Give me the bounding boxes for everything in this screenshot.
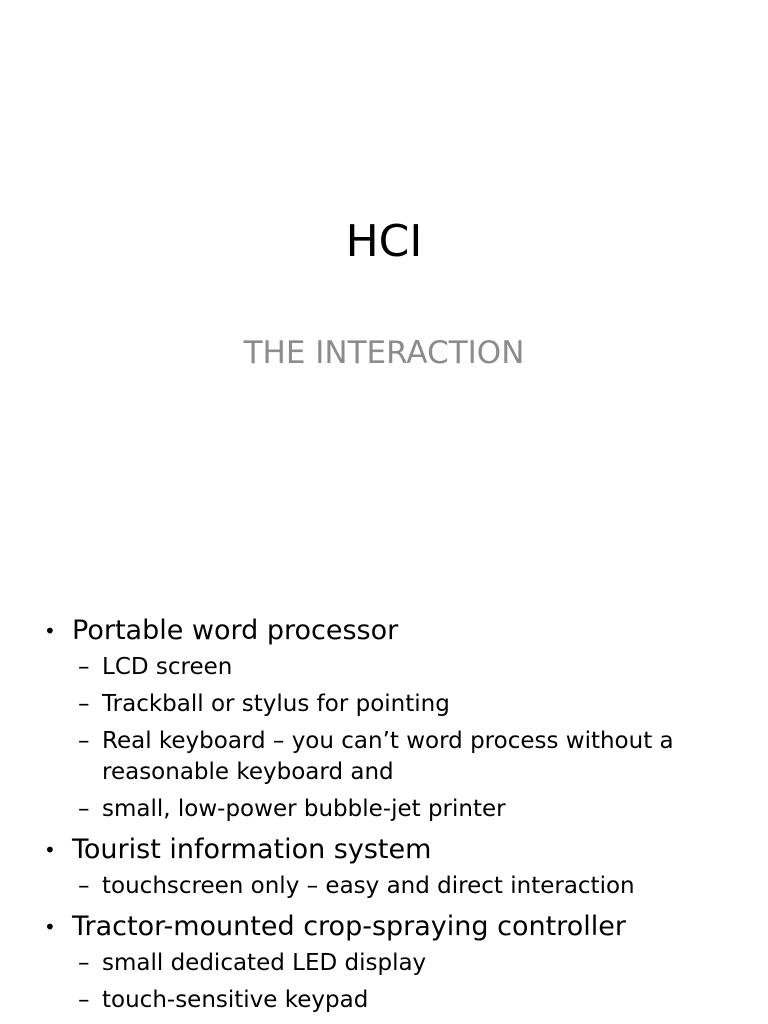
sub-bullet-text: small, low-power bubble-jet printer (102, 796, 506, 822)
dash-marker: – (78, 987, 90, 1013)
bullet-marker: • (44, 915, 56, 939)
slide-subtitle: THE INTERACTION (243, 335, 525, 371)
bullet-marker: • (44, 619, 56, 643)
sub-bullet-item (0, 794, 768, 825)
bullet-text: Portable word processor (72, 615, 399, 646)
dash-marker: – (78, 950, 90, 976)
sub-bullet-item (0, 689, 768, 720)
sub-bullet-item (0, 726, 768, 788)
slide-title: HCI (345, 216, 423, 267)
sub-bullet-text: Trackball or stylus for pointing (102, 691, 450, 717)
sub-bullet-text: LCD screen (102, 654, 233, 680)
bullet-text: Tourist information system (72, 834, 432, 865)
sub-bullet-text: touch-sensitive keypad (102, 987, 369, 1013)
sub-bullet-text: small dedicated LED display (102, 950, 427, 976)
sub-bullet-text: touchscreen only – easy and direct interaction (102, 873, 635, 899)
dash-marker: – (78, 654, 90, 680)
dash-marker: – (78, 796, 90, 822)
bullet-list (0, 612, 768, 1022)
bullet-marker: • (44, 838, 56, 862)
dash-marker: – (78, 873, 90, 899)
sub-bullet-item (0, 871, 768, 902)
bullet-item (0, 908, 768, 946)
sub-bullet-text: Real keyboard – you can’t word process without a reasonable keyboard and (102, 728, 674, 785)
sub-bullet-item (0, 985, 768, 1016)
sub-bullet-item (0, 652, 768, 683)
bullet-item (0, 831, 768, 869)
bullet-text: Tractor-mounted crop-spraying controller (72, 911, 626, 942)
dash-marker: – (78, 728, 90, 754)
dash-marker: – (78, 691, 90, 717)
sub-bullet-item (0, 948, 768, 979)
bullet-item (0, 612, 768, 650)
